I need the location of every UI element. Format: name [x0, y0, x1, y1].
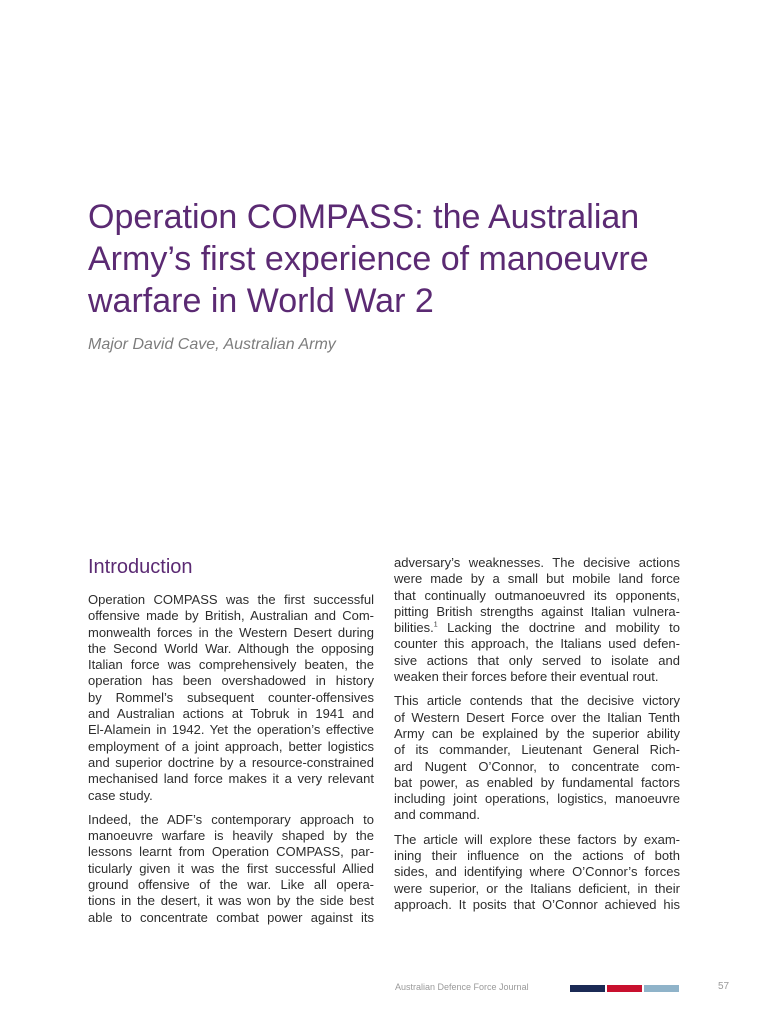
text-line: The article will explore these factors by exam- [394, 831, 680, 847]
text-line: and Australian actions at Tobruk in 1941 and [88, 706, 374, 722]
text-line: of its commander, Lieutenant General Rich- [394, 742, 680, 758]
text-line: manoeuvre warfare is heavily shaped by the [88, 828, 374, 844]
text-line: including joint operations, logistics, manoeuvre [394, 791, 680, 807]
text-line: mechanised land force makes it a very relevant [88, 771, 374, 787]
text-line: case study. [88, 787, 153, 803]
intro-paragraph-1 [88, 592, 374, 804]
text-line: counter this approach, the Italians used defen- [394, 636, 680, 652]
footnote-marker[interactable]: 1 [433, 621, 438, 629]
text-line: and command. [394, 807, 480, 823]
text-line: Army can be explained by the superior ability [394, 725, 680, 741]
text-line: employment of a joint approach, better logistics [88, 738, 374, 754]
text-line: ining their influence on the actions of both [394, 848, 680, 864]
text-line: This article contends that the decisive victory [394, 693, 680, 709]
outline-paragraph [394, 832, 680, 913]
text-line: monwealth forces in the Western Desert during [88, 624, 374, 640]
page-number: 57 [718, 981, 730, 992]
text-line: and superior doctrine by a resource-constrained [88, 754, 374, 770]
text-line: ground offensive of the war. Like all opera- [88, 877, 374, 893]
text-line: approach. It posits that O’Connor achieved his [394, 896, 680, 912]
left-column [88, 552, 374, 934]
text-line: El-Alamein in 1942. Yet the operation’s effective [88, 722, 374, 738]
text-line: pitting British strengths against Italian vulnera- [394, 603, 680, 619]
text-line: were superior, or the Italians deficient, in their [394, 880, 680, 896]
footer-journal-name: Australian Defence Force Journal [395, 982, 529, 992]
text-line: Operation COMPASS was the first successful [88, 592, 374, 607]
footer-bar-red [607, 985, 642, 992]
text-line: lessons learnt from Operation COMPASS, par- [88, 844, 374, 860]
footer-bar-light-blue [644, 985, 679, 992]
footer-color-bars [570, 985, 679, 992]
text-line: able to concentrate combat power against its [88, 909, 374, 925]
text-line: the Second World War. Although the opposing [88, 640, 374, 656]
text-line: adversary’s weaknesses. The decisive actions [394, 555, 680, 570]
text-line: weaken their forces before their eventual rout. [394, 669, 659, 685]
section-heading-introduction: Introduction [88, 556, 193, 578]
text-fragment: bilities. [394, 620, 434, 636]
text-line: that continually outmanoeuvred its opponents, [394, 587, 680, 603]
intro-paragraph-2 [88, 812, 374, 926]
text-line: were made by a small but mobile land force [394, 571, 680, 587]
text-line: of Western Desert Force over the Italian Tenth [394, 709, 680, 725]
text-line: Indeed, the ADF’s contemporary approach to [88, 811, 374, 827]
text-line: sive actions that only served to isolate and [394, 652, 680, 668]
text-line: sides, and identifying where O’Connor’s forces [394, 864, 680, 880]
article-title [88, 196, 728, 322]
author-byline: Major David Cave, Australian Army [88, 336, 336, 353]
thesis-paragraph [394, 693, 680, 823]
text-line: operation has been overshadowed in history [88, 673, 374, 689]
title-line: Army’s first experience of manoeuvre [88, 240, 649, 278]
text-line: bat power, as enabled by fundamental factors [394, 774, 680, 790]
text-fragment: Lacking the doctrine and mobility to [437, 620, 680, 636]
text-line: offensive made by British, Australian and Com- [88, 608, 374, 624]
title-line: Operation COMPASS: the Australian [88, 198, 640, 236]
text-line: by Rommel’s subsequent counter-offensives [88, 689, 374, 705]
title-line: warfare in World War 2 [88, 282, 434, 320]
text-line: ticularly given it was the first successful Allied [88, 860, 374, 876]
continued-paragraph [394, 555, 680, 685]
text-line-with-footnote [394, 620, 680, 636]
text-line: ard Nugent O’Connor, to concentrate com- [394, 758, 680, 774]
text-line: tions in the desert, it was won by the side best [88, 893, 374, 909]
text-line: Italian force was comprehensively beaten, the [88, 657, 374, 673]
right-column [394, 555, 680, 921]
footer-bar-navy [570, 985, 605, 992]
